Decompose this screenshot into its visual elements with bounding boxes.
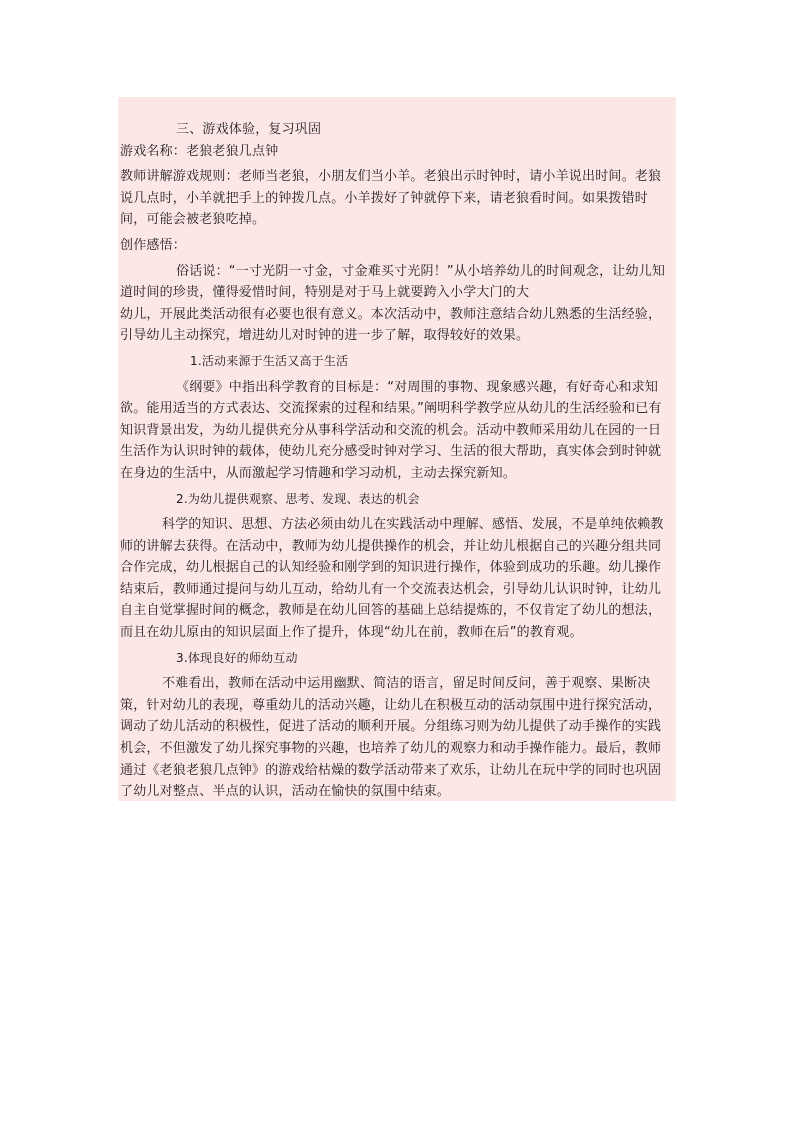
- paragraph-4: 不难看出，教师在活动中运用幽默、简洁的语言，留足时间反问，善于观察、果断决策，针对幼儿的表现，尊重幼儿的活动兴趣，让幼儿在积极互动的活动氛围中进行探究活动，调动了幼儿活动的积极性，促进了活动的顺利开展。分组练习则为幼儿提供了动手操作的实践机会，不但激发了幼儿探究事物的兴趣，也培养了幼儿的观察力和动手操作能力。最后，教师通过《老狼老狼几点钟》的游戏给枯燥的数学活动带来了欢乐，让幼儿在玩中学的同时也巩固了幼儿对整点、半点的认识，活动在愉快的氛围中结束。: [120, 676, 662, 800]
- document-content: [118, 97, 676, 801]
- reflection-label: 创作感悟：: [120, 237, 187, 253]
- reflection-paragraph-1b: 幼儿，开展此类活动很有必要也很有意义。本次活动中，教师注意结合幼儿熟悉的生活经验，引导幼儿主动探究，增进幼儿对时钟的进一步了解，取得较好的效果。: [120, 306, 662, 344]
- reflection-paragraph-1a: 俗话说：“一寸光阴一寸金，寸金难买寸光阴！”从小培养幼儿的时间观念，让幼儿知道时间的珍贵，懂得爱惜时间，特别是对于马上就要跨入小学大门的大: [120, 263, 666, 301]
- game-name: 游戏名称：老狼老狼几点钟: [120, 143, 279, 159]
- paragraph-2: 《纲要》中指出科学教育的目标是：“对周围的事物、现象感兴趣，有好奇心和求知欲。能用适当的方式表达、交流探索的过程和结果。”阐明科学教学应从幼儿的生活经验和已有知识背景出发，为幼儿提供充分从事科学活动和交流的机会。活动中教师采用幼儿在园的一日生活作为认识时钟的载体，使幼儿充分感受时钟对学习、生活的很大帮助，真实体会到时钟就在身边的生活中，从而激起学习情趣和学习动机，主动去探究新知。: [120, 379, 662, 481]
- subheading-3: 3.体现良好的师幼互动: [176, 650, 298, 665]
- paragraph-3: 科学的知识、思想、方法必须由幼儿在实践活动中理解、感悟、发展，不是单纯依赖教师的讲解去获得。在活动中，教师为幼儿提供操作的机会，并让幼儿根据自己的兴趣分组共同合作完成，幼儿根据自己的认知经验和刚学到的知识进行操作，体验到成功的乐趣。幼儿操作结束后，教师通过提问与幼儿互动，给幼儿有一个交流表达机会，引导幼儿认识时钟，让幼儿自主自觉掌握时间的概念，教师是在幼儿回答的基础上总结提炼的，不仅肯定了幼儿的想法，而且在幼儿原由的知识层面上作了提升，体现“幼儿在前，教师在后”的教育观。: [120, 517, 664, 641]
- section-title: 三、游戏体验，复习巩固: [176, 122, 322, 137]
- game-rules: 教师讲解游戏规则：老师当老狼，小朋友们当小羊。老狼出示时钟时，请小羊说出时间。老狼说几点时，小羊就把手上的钟拨几点。小羊拨好了钟就停下来，请老狼看时间。如果拨错时间，可能会被老狼吃掉。: [120, 169, 662, 228]
- subheading-2: 2.为幼儿提供观察、思考、发现、表达的机会: [176, 491, 420, 506]
- subheading-1: 1.活动来源于生活又高于生活: [190, 353, 349, 368]
